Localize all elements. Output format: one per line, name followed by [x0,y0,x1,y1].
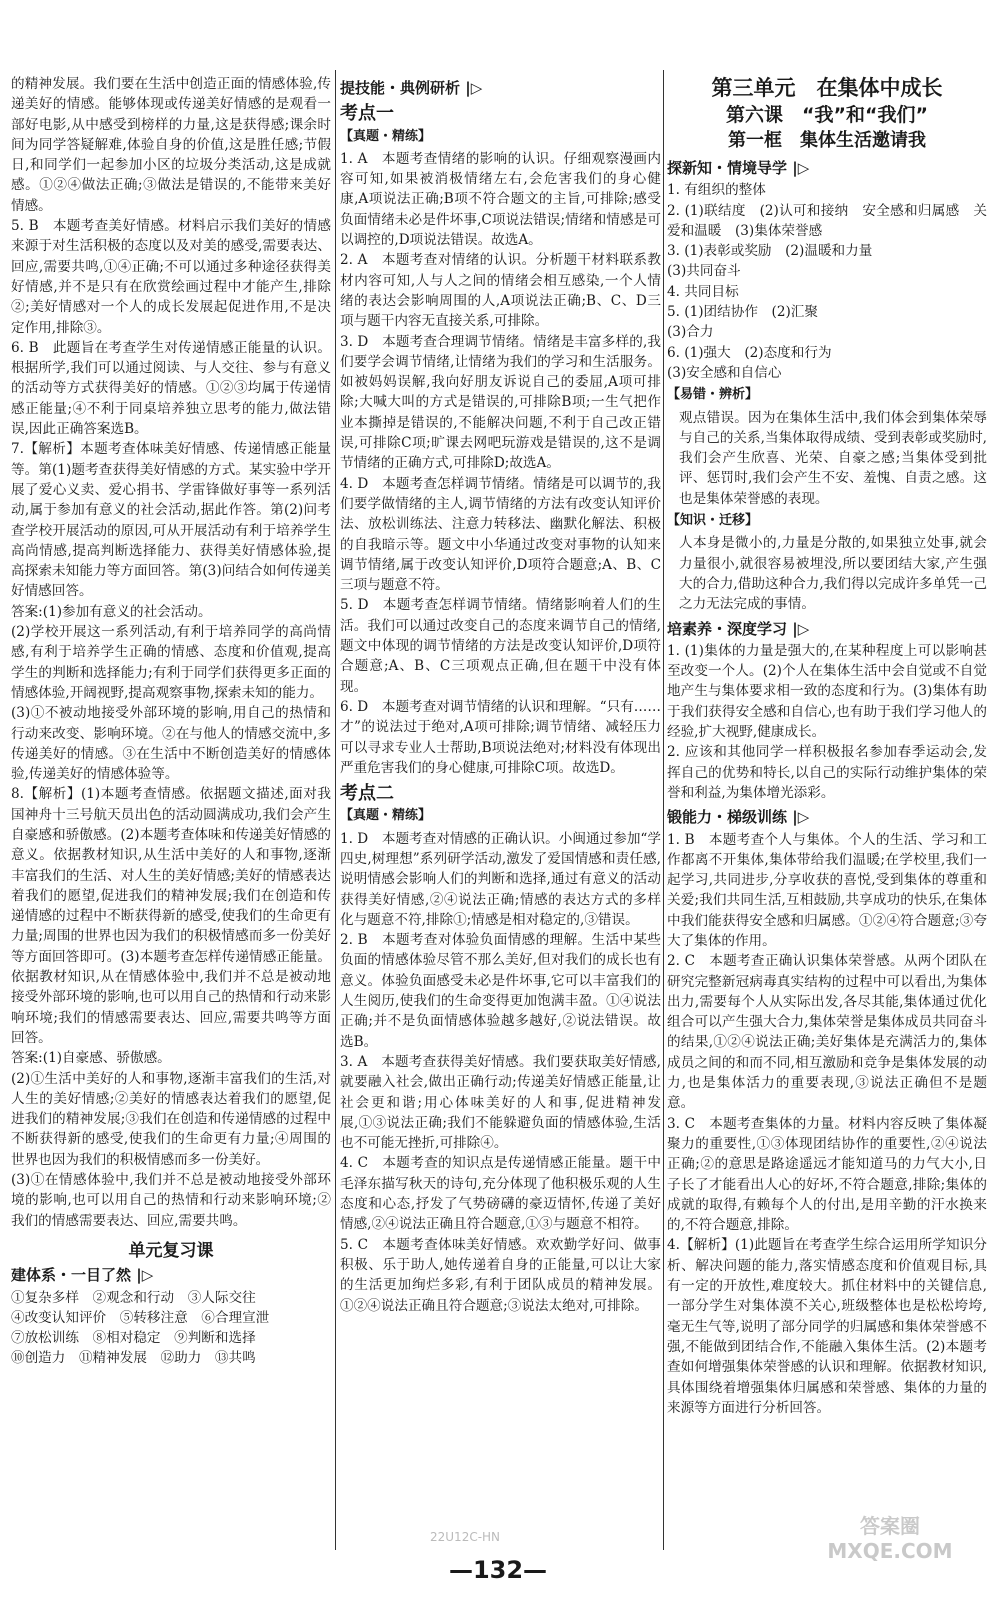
zhishi-text: 人本身是微小的,力量是分散的,如果独立处事,就会力量很小,就很容易被埋没,所以要团结大家,产生强大的合力,借助这种合力,我们得以完成许多单凭一己之力无法完成的事情。 [679,535,987,613]
kaodian-2: 考点二 [340,783,394,805]
answer-paragraph: (3)安全感和自信心 [667,364,782,381]
answer-paragraph: (2)①生活中美好的人和事物,逐渐丰富我们的生活,对人生的美好情感;②美好的情感表达着我们的愿望,促进我们的精神发展;③我们在创造和传递情感的过程中不断获得新的感受,使我们的生命更有力量;④周围的世界也因为我们的积极情感而多一份美好。 [11,1070,331,1168]
watermark-logo: 答案圈 MXQE.COM [827,1514,953,1563]
build-list [11,1288,331,1369]
answer-paragraph: (3)合力 [667,324,714,341]
answer-paragraph: 3. (1)表彰或奖励 (2)温暖和力量 [667,243,873,260]
column-divider [663,70,664,1550]
train-heading: 锻能力・梯级训练 |▷ [667,808,810,827]
answer-paragraph: (3)①不被动地接受外部环境的影响,用自己的热情和行动来改变、影响环境。②在与他人的情感交流中,多传递美好的情感。③在生活中不断创造美好的情感体验,传递美好的情感体验等。 [11,705,331,783]
page-number: —132— [448,1556,548,1584]
answer-paragraph: 5. C 本题考查体味美好情感。欢欢勤学好问、做事积极、乐于助人,她传递着自身的正能量,可以让大家的生活更加绚烂多彩,有利于团队成员的精神发展。①②④说法正确且符合题意;③说法太绝对,可排除。 [340,1236,661,1314]
answer-paragraph: ④改变认知评价 ⑤转移注意 ⑥合理宣泄 [11,1309,270,1326]
answer-paragraph: 1. 有组织的整体 [667,182,766,199]
column-middle [340,74,661,1316]
column-right [667,74,987,1418]
unit-title: 第三单元 在集体中成长 [711,76,943,100]
answer-paragraph: 的精神发展。我们要在生活中创造正面的情感体验,传递美好的情感。能够体现或传递美好情感的是观看一部好电影,从中感受到榜样的力量,这是获得感;课余时间为同学答疑解难,体验自身的价值,这是胜任感;节假日,和同学们一起参加小区的垃圾分类活动,这是成就感。①②④做法正确;③做法是错误的,不能带来美好情感。 [11,76,331,214]
answer-paragraph: 2. C 本题考查正确认识集体荣誉感。从两个团队在研究完整新冠病毒真实结构的过程中可以看出,为集体出力,需要每个人从实际出发,各尽其能,集体通过优化组合可以产生强大合力,集体荣誉是集体成员共同奋斗的结果,①②④说法正确;美好集体是充满活力的,集体成员之间的和而不同,相互激励和竞争是集体发展的动力,也是集体活力的重要表现,③说法正确但不是题意。 [667,953,987,1112]
answer-paragraph: 3. D 本题考查合理调节情绪。情绪是丰富多样的,我们要学会调节情绪,让情绪为我们的学习和生活服务。如被妈妈误解,我向好朋友诉说自己的委屈,A项可排除;大喊大叫的方式是错误的,可排除B项;一生气把作业本撕掉是错误的,不能解决问题,不利于自己改正错误,可排除C项;旷课去网吧玩游戏是错误的,这不是调节情绪的正确方式,可排除D;故选A。 [340,333,661,472]
answer-paragraph: 8.【解析】(1)本题考查情感。依据题文描述,面对我国神舟十三号航天员出色的活动圆满成功,我们会产生自豪感和骄傲感。(2)本题考查体味和传递美好情感的意义。依据教材知识,从生活中美好的人和事物,逐渐丰富我们的生活、对人生的美好情感;美好的情感表达着我们的愿望,促进我们的精神发展;我们在创造和传递情感的过程中不断获得新的感受,使我们的生命更有力量;周围的世界也因为我们的积极情感而多一份美好等方面回答即可。(3)本题考查怎样传递情感正能量。依据教材知识,从在情感体验中,我们并不总是被动地接受外部环境的影响,也可以用自己的热情和行动来影响环境;我们的情感需要表达、回应,需要共鸣等方面回答。 [11,786,331,1046]
answer-paragraph: ⑦放松训练 ⑧相对稳定 ⑨判断和选择 [11,1330,256,1347]
answer-block [340,149,661,778]
tag-zhenti-2: 【真题・精练】 [340,808,432,824]
tag-zhenti-1: 【真题・精练】 [340,128,432,144]
answer-paragraph: 5. B 本题考查美好情感。材料启示我们美好的情感来源于对生活积极的态度以及对美的感受,需要表达、回应,需要共鸣,①④正确;不可以通过多种途径获得美好情感,并不是只有在欣赏绘画过程中才能产生,排除②;美好情感对一个人的成长发展起促进作用,不是决定作用,排除③。 [11,218,331,336]
answer-paragraph: 1. D 本题考查对情感的正确认识。小闽通过参加“学四史,树理想”系列研学活动,激发了爱国情感和责任感,说明情感会影响人们的判断和选择,通过有意义的活动获得美好情感,②④说法正确;情感的表达方式的多样化与题意不符,排除①;情感是相对稳定的,③错误。 [340,830,661,928]
answer-paragraph: 1. B 本题考查个人与集体。个人的生活、学习和工作都离不开集体,集体带给我们温暖;在学校里,我们一起学习,共同进步,分享收获的喜悦,受到集体的尊重和关爱;我们共同生活,互相鼓励,共享成功的快乐,在集体中我们能获得安全感和归属感。①②④符合题意;③夸大了集体的作用。 [667,831,987,949]
answer-paragraph: 3. A 本题考查获得美好情感。我们要获取美好情感,就要融入社会,做出正确行动;传递美好情感正能量,让社会更和谐;用心体味美好的人和事,促进精神发展,①③说法正确;我们不能躲避负面的情感体验,生活也不可能无挫折,可排除④。 [340,1053,661,1152]
answer-paragraph: 5. D 本题考查怎样调节情绪。情绪影响着人们的生活。我们可以通过改变自己的态度来调节自己的情绪,题文中体现的调节情绪的方法是改变认知评价,D项符合题意;A、B、C三项观点正确,但在题干中没有体现。 [340,597,661,695]
review-title: 单元复习课 [128,1240,214,1261]
answer-paragraph: 4. C 本题考查的知识点是传递情感正能量。题干中毛泽东描写秋天的诗句,充分体现了他积极乐观的人生态度和心态,抒发了气势磅礴的豪迈情怀,传递了美好情感,②④说法正确且符合题意,①③与题意不相符。 [340,1155,661,1233]
answer-paragraph: (3)共同奋斗 [667,263,741,280]
answer-paragraph: 2. B 本题考查对体验负面情感的理解。生活中某些负面的情感体验尽管不那么美好,但对我们的成长也有意义。体验负面感受未必是件坏事,它可以丰富我们的人生阅历,使我们的生命变得更加饱满丰盈。①④说法正确;并不是负面情感体验越多越好,②说法错误。故选B。 [340,932,661,1050]
deep-heading: 培素养・深度学习 |▷ [667,619,810,638]
yicuo-text: 观点错误。因为在集体生活中,我们体会到集体荣辱与自己的关系,当集体取得成绩、受到表彰或奖励时,我们会产生欣喜、光荣、自豪之感;当集体受到批评、惩罚时,我们会产生不安、羞愧、自责之感。这也是集体荣誉感的表现。 [679,409,987,507]
answer-paragraph: (3)①在情感体验中,我们并不总是被动地接受外部环境的影响,也可以用自己的热情和行动来影响环境;②我们的情感需要表达、回应,需要共鸣。 [11,1172,331,1229]
tag-zhishi: 【知识・迁移】 [667,513,759,529]
answer-paragraph: ①复杂多样 ②观念和行动 ③人际交往 [11,1289,256,1306]
answer-paragraph: 2. A 本题考查对情绪的认识。分析题干材料联系教材内容可知,人与人之间的情绪会相互感染,一个人情绪的表达会影响周围的人,A项说法正确;B、C、D三项与题干内容无直接关系,可排除。 [340,252,661,330]
answer-paragraph: 答案:(1)参加有意义的社会活动。 [11,603,212,620]
column-left [11,74,331,1369]
build-system-heading: 建体系・一目了然 |▷ [11,1266,154,1285]
explore-list [667,180,987,383]
answer-paragraph: 4.【解析】(1)此题旨在考查学生综合运用所学知识分析、解决问题的能力,落实情感态度和价值观目标,具有一定的开放性,难度较大。抓住材料中的关键信息,一部分学生对集体漠不关心,班级整体也是松松垮垮,毫无生气等,说明了部分同学的归属感和集体荣誉感不强,不能做到团结合作,不能融入集体生活。(2)本题考查如何增强集体荣誉感的认识和理解。依据教材知识,具体围绕着增强集体归属感和荣誉感、集体的力量的来源等方面进行分析回答。 [667,1237,987,1416]
answer-paragraph: 1. (1)集体的力量是强大的,在某种程度上可以影响甚至改变一个人。(2)个人在集体生活中会自觉或不自觉地产生与集体要求相一致的态度和行为。(3)集体有助于我们获得安全感和自信心,也有助于我们学习他人的经验,扩大视野,健康成长。 [667,642,987,741]
kaodian-1: 考点一 [340,103,394,125]
answer-paragraph: 4. 共同目标 [667,283,739,300]
answer-paragraph: 4. D 本题考查怎样调节情绪。情绪是可以调节的,我们要学做情绪的主人,调节情绪的方法有改变认知评价法、放松训练法、注意力转移法、幽默化解法、积极的自我暗示等。题文中小华通过改变对事物的认知来调节情绪,属于改变认知评价,D项符合题意;A、B、C三项与题意不符。 [340,475,661,594]
deep-list [667,641,987,803]
answer-paragraph: 2. (1)联结度 (2)认可和接纳 安全感和归属感 关爱和温暖 (3)集体荣誉感 [667,202,987,239]
train-list [667,830,987,1419]
frame-title: 第一框 集体生活邀请我 [728,130,926,151]
answer-paragraph: ⑩创造力 ⑪精神发展 ⑫助力 ⑬共鸣 [11,1350,256,1367]
answer-paragraph: 5. (1)团结协作 (2)汇聚 [667,304,818,321]
answer-paragraph: 答案:(1)自豪感、骄傲感。 [11,1050,171,1067]
answer-paragraph: 6. (1)强大 (2)态度和行为 [667,344,832,361]
answer-paragraph: 6. D 本题考查对调节情绪的认识和理解。“只有……才”的说法过于绝对,A项可排除;调节情绪、减轻压力可以寻求专业人士帮助,B项说法绝对;材料没有体现出严重危害我们的身心健康,可排除C项。故选D。 [340,698,661,776]
tag-yicuo: 【易错・辨析】 [667,387,759,403]
answer-paragraph: 2. 应该和其他同学一样积极报名参加春季运动会,发挥自己的优势和特长,以自己的实际行动维护集体的荣誉和利益,为集体增光添彩。 [667,744,987,801]
answer-paragraph: 1. A 本题考查情绪的影响的认识。仔细观察漫画内容可知,如果被消极情绪左右,会危害我们的身心健康,A项说法正确;B项不符合题文的主旨,可排除;感受负面情绪未必是件坏事,C项说法错误;情绪和情感是可以调控的,D项说法错误。故选A。 [340,150,661,249]
answer-block [340,829,661,1316]
skill-heading: 提技能・典例研析 |▷ [340,79,483,97]
footer-code: 22U12C-HN [430,1530,501,1544]
answer-paragraph: 7.【解析】本题考查体味美好情感、传递情感正能量等。第(1)题考查获得美好情感的方式。某实验中学开展了爱心义卖、爱心捐书、学雷锋做好事等一系列活动,属于参加有意义的社会活动,据此作答。第(2)问考查学校开展活动的原因,可从开展活动有利于培养学生高尚情感,提高判断选择能力、获得美好情感体验,提高探索未知能力等方面回答。第(3)问结合如何传递美好情感回答。 [11,441,331,600]
answer-paragraph: 6. B 此题旨在考查学生对传递情感正能量的认识。根据所学,我们可以通过阅读、与人交往、参与有意义的活动等方式获得美好的情感。①②③均属于传递情感正能量;④不利于同桌培养独立思考的能力,做法错误,因此正确答案选B。 [11,339,331,438]
answer-paragraph: (2)学校开展这一系列活动,有利于培养同学的高尚情感,有利于培养学生正确的情感、态度和价值观,提高学生的判断和选择能力;有利于同学们获得更多正面的情感体验,开阔视野,提高观察事物,探索未知的能力。 [11,624,331,701]
answer-block [11,74,331,1231]
answer-paragraph: 3. C 本题考查集体的力量。材料内容反映了集体凝聚力的重要性,①③体现团结协作的重要性,②④说法正确;②的意思是路途遥远才能知道马的力气大小,日子长了才能看出人心的好坏,不符合题意,排除;集体的成就的取得,有赖每个人的付出,是用辛勤的汗水换来的,不符合题意,排除。 [667,1115,987,1234]
column-divider [335,70,336,1550]
explore-heading: 探新知・情境导学 |▷ [667,159,810,177]
lesson-title: 第六课 “我”和“我们” [726,104,928,126]
